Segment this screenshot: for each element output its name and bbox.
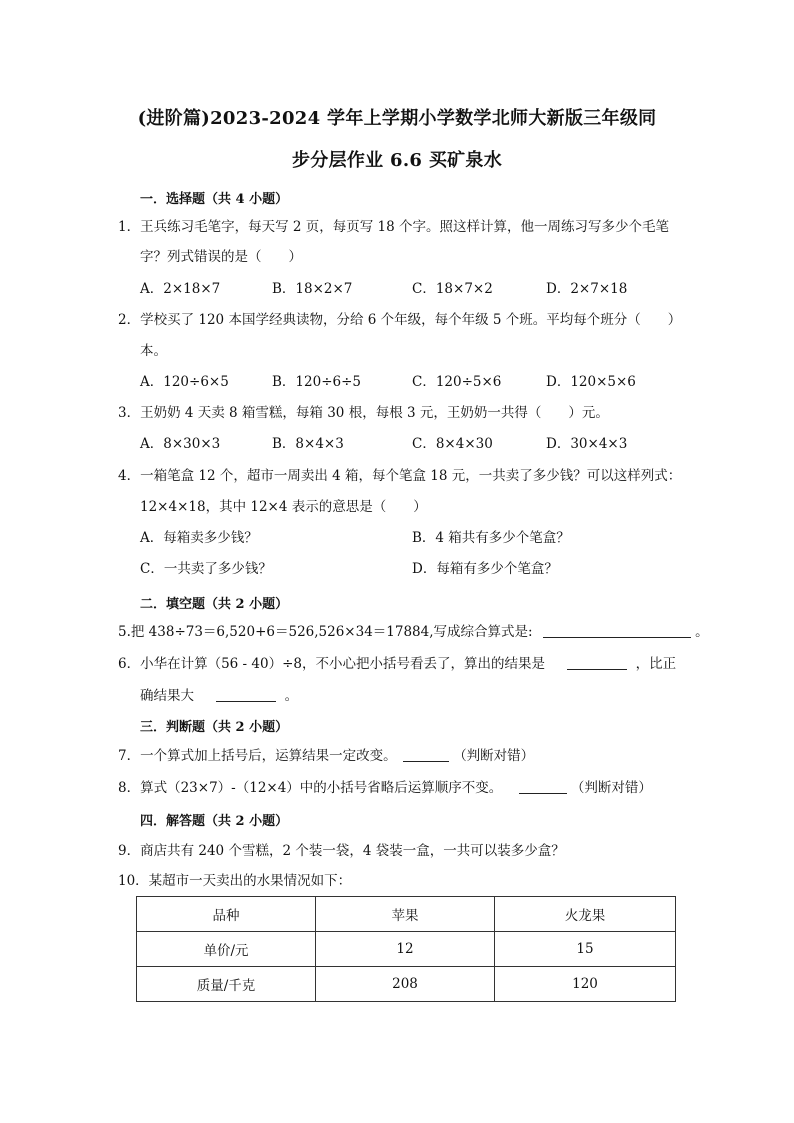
section-heading-fill-in: 二．填空题（共 2 小题） — [140, 597, 289, 612]
page-title-line-2: 步分层作业 6.6 买矿泉水 — [291, 150, 503, 171]
section-heading-choice: 一．选择题（共 4 小题） — [140, 192, 289, 207]
question-3-option-a: A．8×30×3 — [140, 436, 221, 452]
answer-blank[interactable] — [567, 655, 627, 670]
question-2-option-b: B．120÷6÷5 — [272, 374, 361, 390]
question-4-line-1: 4．一箱笔盒 12 个，超市一周卖出 4 箱，每个笔盒 18 元，一共卖了多少钱？可以这样列式： — [118, 468, 682, 484]
question-5 — [118, 622, 709, 642]
question-4-option-d: D．每箱有多少个笔盒？ — [412, 561, 558, 577]
question-6-text-d: 。 — [284, 688, 299, 704]
question-10: 10．某超市一天卖出的水果情况如下： — [118, 873, 352, 889]
answer-blank[interactable] — [403, 747, 449, 762]
question-3-option-d: D．30×4×3 — [546, 436, 628, 452]
table-cell: 15 — [495, 932, 676, 967]
question-2-option-d: D．120×5×6 — [546, 374, 636, 390]
table-header-row — [137, 897, 676, 932]
question-6-line-2 — [140, 686, 700, 706]
question-3-option-c: C．8×4×30 — [412, 436, 493, 452]
question-8-end: （判断对错） — [570, 780, 652, 796]
question-4-option-b: B．4 箱共有多少个笔盒？ — [412, 530, 570, 546]
question-8 — [118, 778, 688, 798]
page-title-line-1: (进阶篇)2023-2024 学年上学期小学数学北师大新版三年级同 — [137, 108, 657, 129]
answer-blank[interactable] — [519, 779, 567, 794]
table-row — [137, 967, 676, 1002]
question-5-end: 。 — [695, 624, 709, 640]
table-cell: 质量/千克 — [137, 967, 316, 1002]
question-1-option-c: C．18×7×2 — [412, 281, 493, 297]
question-3-line-1: 3．王奶奶 4 天卖 8 箱雪糕，每箱 30 根，每根 3 元，王奶奶一共得（ ）元。 — [118, 405, 609, 421]
table-header-cell: 苹果 — [316, 897, 495, 932]
answer-blank[interactable] — [543, 623, 691, 638]
table-cell: 单价/元 — [137, 932, 316, 967]
question-6-text-c: 确结果大 — [140, 688, 194, 704]
question-2-line-1: 2．学校买了 120 本国学经典读物，分给 6 个年级，每个年级 5 个班。平均每个班分（ ） — [118, 312, 682, 328]
question-7-end: （判断对错） — [453, 748, 535, 764]
question-1-option-a: A．2×18×7 — [140, 281, 221, 297]
section-heading-true-false: 三．判断题（共 2 小题） — [140, 720, 289, 735]
question-1-line-1: 1．王兵练习毛笔字，每天写 2 页，每页写 18 个字。照这样计算，他一周练习写多少个毛笔 — [118, 219, 670, 235]
question-4-line-2: 12×4×18，其中 12×4 表示的意思是（ ） — [140, 499, 427, 515]
question-6-text-a: 6．小华在计算（56 - 40）÷8，不小心把小括号看丢了，算出的结果是 — [118, 656, 545, 672]
question-5-text: 5.把 438÷73＝6,520+6＝526,526×34＝17884,写成综合算式是: — [118, 624, 533, 640]
question-4-option-a: A．每箱卖多少钱？ — [140, 530, 258, 546]
question-1-option-b: B．18×2×7 — [272, 281, 353, 297]
question-2-line-2: 本。 — [140, 343, 167, 359]
table-row — [137, 932, 676, 967]
question-7 — [118, 746, 688, 766]
answer-blank[interactable] — [216, 687, 276, 702]
question-7-text: 7．一个算式加上括号后，运算结果一定改变。 — [118, 748, 397, 764]
question-8-text: 8．算式（23×7）-（12×4）中的小括号省略后运算顺序不变。 — [118, 780, 503, 796]
question-2-option-c: C．120÷5×6 — [412, 374, 502, 390]
table-header-cell: 品种 — [137, 897, 316, 932]
fruit-sales-table — [136, 896, 676, 1002]
question-1-option-d: D．2×7×18 — [546, 281, 628, 297]
question-4-option-c: C．一共卖了多少钱？ — [140, 561, 272, 577]
question-6-text-b: ，比正 — [635, 656, 677, 672]
question-1-line-2: 字？列式错误的是（ ） — [140, 249, 302, 265]
table-header-cell: 火龙果 — [495, 897, 676, 932]
question-2-option-a: A．120÷6×5 — [140, 374, 229, 390]
question-9: 9．商店共有 240 个雪糕，2 个装一袋，4 袋装一盒，一共可以装多少盒？ — [118, 843, 565, 859]
question-6-line-1 — [118, 654, 688, 674]
question-3-option-b: B．8×4×3 — [272, 436, 344, 452]
section-heading-solve: 四．解答题（共 2 小题） — [140, 814, 289, 829]
table-cell: 208 — [316, 967, 495, 1002]
table-cell: 12 — [316, 932, 495, 967]
table-cell: 120 — [495, 967, 676, 1002]
